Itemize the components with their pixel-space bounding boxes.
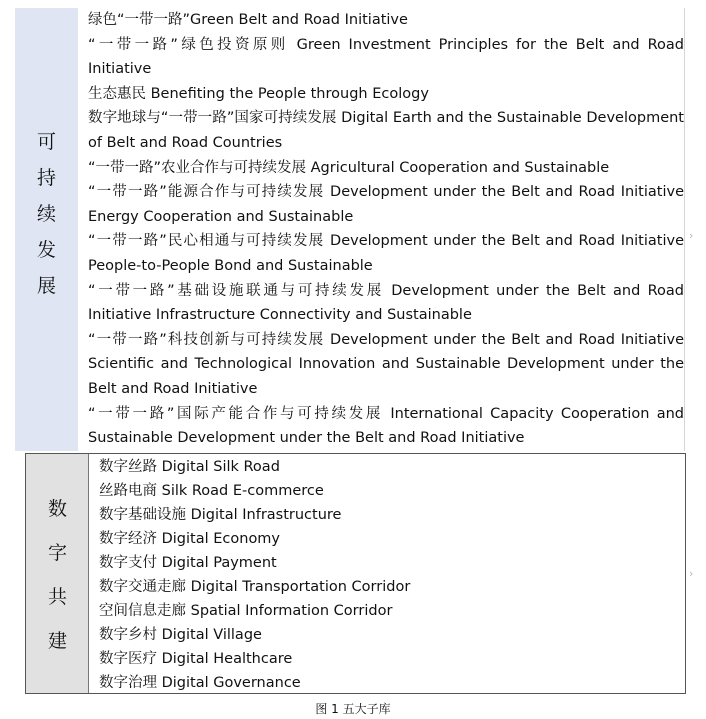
list-item: 数字经济 Digital Economy [99,531,281,547]
label-char: 发 [36,239,56,261]
list-item: “一带一路”农业合作与可持续发展 Agricultural Cooperation and Sustainable [88,159,610,176]
digital-item-list [99,455,669,695]
list-item: “一带一路”国际产能合作与可持续发展 International Capacity Cooperation and Sustainable Development under the Belt and Road Initiative [88,405,684,447]
list-item: “一带一路”民心相通与可持续发展 Development under the Belt and Road Initiative People-to-People Bond and Sustainable [88,233,684,274]
list-item: “一带一路”基础设施联通与可持续发展 Development under the Belt and Road Initiative Infrastructure Connectivity and Sustainable [88,282,684,324]
list-item: 生态惠民 Benefiting the People through Ecology [88,85,429,102]
list-item: 空间信息走廊 Spatial Information Corridor [99,603,393,619]
list-item: 数字医疗 Digital Healthcare [99,651,293,667]
list-item: 数字地球与“一带一路”国家可持续发展 Digital Earth and the Sustainable Development of Belt and Road Countries [88,110,684,151]
label-char: 可 [36,131,56,153]
label-char: 字 [47,542,67,564]
list-item: “一带一路”绿色投资原则 Green Investment Principles for the Belt and Road Initiative [88,36,684,78]
list-item: 数字交通走廊 Digital Transportation Corridor [99,579,411,595]
list-item: 数字治理 Digital Governance [99,675,301,691]
scroll-arrow-icon[interactable]: › [689,567,694,580]
label-char: 建 [47,630,67,652]
digital-vertical-label [26,487,89,663]
list-item: 数字乡村 Digital Village [99,627,262,643]
label-char: 数 [47,498,67,520]
label-char: 续 [36,203,56,225]
label-char: 共 [47,586,67,608]
list-item: 丝路电商 Silk Road E-commerce [99,483,324,499]
list-item: “一带一路”科技创新与可持续发展 Development under the Belt and Road Initiative Scientific and Technological Innovation and Sustainable Development under the Belt and Road Initiative [88,331,684,397]
list-item: “一带一路”能源合作与可持续发展 Development under the Belt and Road Initiative Energy Cooperation and Sustainable [88,184,684,225]
label-char: 展 [36,275,56,297]
list-item: 数字丝路 Digital Silk Road [99,459,280,475]
digital-cooperation-section [25,453,686,694]
list-item: 数字基础设施 Digital Infrastructure [99,507,342,523]
digital-label-column [26,454,89,693]
sustainable-development-section [15,8,685,451]
sustainable-vertical-label [15,124,78,304]
figure-caption: 图 1 五大子库 [315,702,391,716]
list-item: 数字支付 Digital Payment [99,555,277,571]
label-char: 持 [36,167,56,189]
list-item: 绿色“一带一路”Green Belt and Road Initiative [88,12,408,28]
sustainable-item-list [88,8,684,451]
sustainable-label-column [15,8,78,451]
scroll-arrow-icon[interactable]: › [689,229,694,242]
